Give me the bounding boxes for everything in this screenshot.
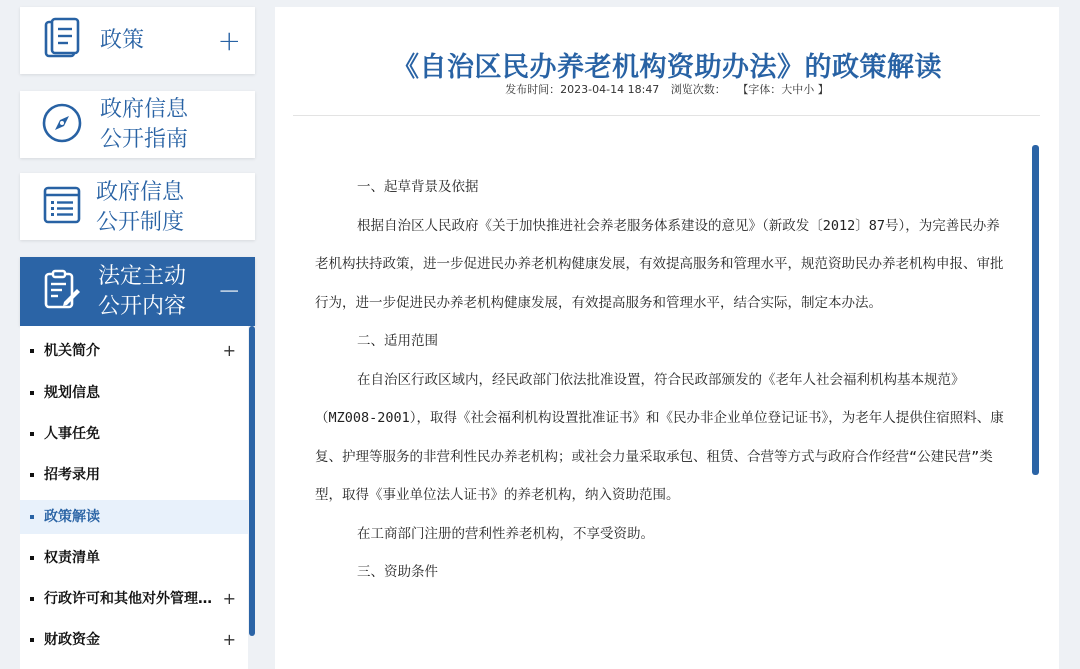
article-scrollbar-thumb[interactable] <box>1032 145 1039 475</box>
submenu-item-label: 财政资金 <box>44 632 100 648</box>
submenu-item-label: 招考录用 <box>44 467 100 483</box>
page-edge <box>1059 0 1080 669</box>
divider <box>293 115 1040 116</box>
document-list-icon <box>40 183 84 231</box>
submenu-item-label: 政策解读 <box>44 509 100 525</box>
font-size-switcher[interactable]: 【字体：大中小 】 <box>737 83 829 96</box>
bullet-icon <box>30 391 34 395</box>
submenu-scrollbar-thumb[interactable] <box>249 326 255 636</box>
submenu-item-policy-interpretation[interactable] <box>20 500 248 534</box>
view-count: 浏览次数： <box>670 83 726 96</box>
sidebar-card-label-line1: 政府信息 <box>100 97 189 122</box>
bullet-icon <box>30 473 34 477</box>
expand-plus-icon[interactable]: + <box>222 630 236 649</box>
sidebar-card-disclosure-guide[interactable] <box>20 91 255 158</box>
article-paragraph: 根据自治区人民政府《关于加快推进社会养老服务体系建设的意见》（新政发〔2012〕87号），为完善民办养老机构扶持政策，进一步促进民办养老机构健康发展，有效提高服务和管理水平，规范资助民办养老机构申报、审批行为，进一步促进民办养老机构健康发展，有效提高服务和管理水平，结合实际，制定本办法。 <box>315 217 1004 311</box>
sidebar-card-policy[interactable] <box>20 7 255 74</box>
sidebar-card-label-line2: 公开制度 <box>96 210 185 235</box>
article-paragraph: 二、适用范围 <box>357 333 438 349</box>
article-paragraph: 三、资助条件 <box>357 564 438 580</box>
submenu-item-planning[interactable] <box>20 376 248 410</box>
sidebar-card-label: 政策 <box>100 28 145 53</box>
expand-plus-icon[interactable]: + <box>222 589 236 608</box>
bullet-icon <box>30 638 34 642</box>
clipboard-edit-icon <box>40 268 84 316</box>
article-paragraph: 一、起草背景及依据 <box>357 179 479 195</box>
collapse-minus-icon[interactable]: − <box>217 274 241 307</box>
sidebar-card-label-line2: 公开指南 <box>100 127 189 152</box>
sidebar-card-label-line1: 政府信息 <box>96 180 185 205</box>
submenu-item-recruitment[interactable] <box>20 458 248 492</box>
submenu-item-label: 规划信息 <box>44 385 100 401</box>
publish-time: 发布时间：2023-04-14 18:47 <box>505 83 660 96</box>
article-paragraph: 在自治区行政区域内，经民政部门依法批准设置，符合民政部颁发的《老年人社会福利机构基本规范》（MZ008-2001），取得《社会福利机构设置批准证书》和《民办非企业单位登记证书》，为老年人提供住宿照料、康复、护理等服务的非营利性民办养老机构；或社会力量采取承包、租赁、合营等方式与政府合作经营“公建民营”类型，取得《事业单位法人证书》的养老机构，纳入资助范围。 <box>315 371 1004 503</box>
submenu-item-fiscal-funds[interactable] <box>20 623 248 657</box>
submenu-item-responsibility-list[interactable] <box>20 541 248 575</box>
compass-icon <box>40 101 84 149</box>
sidebar-submenu <box>20 326 255 669</box>
sidebar-card-label-line1: 法定主动 <box>98 264 187 289</box>
submenu-item-label: 权责清单 <box>44 550 100 566</box>
article-scrollbar[interactable] <box>1032 145 1039 669</box>
submenu-item-label: 人事任免 <box>44 426 100 442</box>
article-title: 《自治区民办养老机构资助办法》的政策解读 <box>392 52 942 83</box>
submenu-item-appointments[interactable] <box>20 417 248 451</box>
expand-plus-icon[interactable]: + <box>217 24 241 57</box>
submenu-item-agency-intro[interactable] <box>20 334 248 368</box>
article-meta <box>275 81 1059 97</box>
article-paragraph: 在工商部门注册的营利性养老机构，不享受资助。 <box>357 525 654 542</box>
article-panel <box>275 7 1059 669</box>
sidebar-card-mandatory-disclosure[interactable] <box>20 257 255 326</box>
bullet-icon <box>30 432 34 436</box>
book-icon <box>40 17 84 65</box>
bullet-icon <box>30 556 34 560</box>
sidebar-card-label-line2: 公开内容 <box>98 294 187 319</box>
submenu-scrollbar[interactable] <box>248 326 255 669</box>
sidebar-card-disclosure-system[interactable] <box>20 173 255 240</box>
bullet-icon <box>30 349 34 353</box>
bullet-icon <box>30 597 34 601</box>
article-body <box>315 168 1005 592</box>
submenu-item-label: 机关简介 <box>44 343 100 359</box>
submenu-item-label: 行政许可和其他对外管理… <box>44 591 212 607</box>
bullet-icon <box>30 515 34 519</box>
expand-plus-icon[interactable]: + <box>222 341 236 360</box>
submenu-item-admin-licensing[interactable] <box>20 582 248 616</box>
